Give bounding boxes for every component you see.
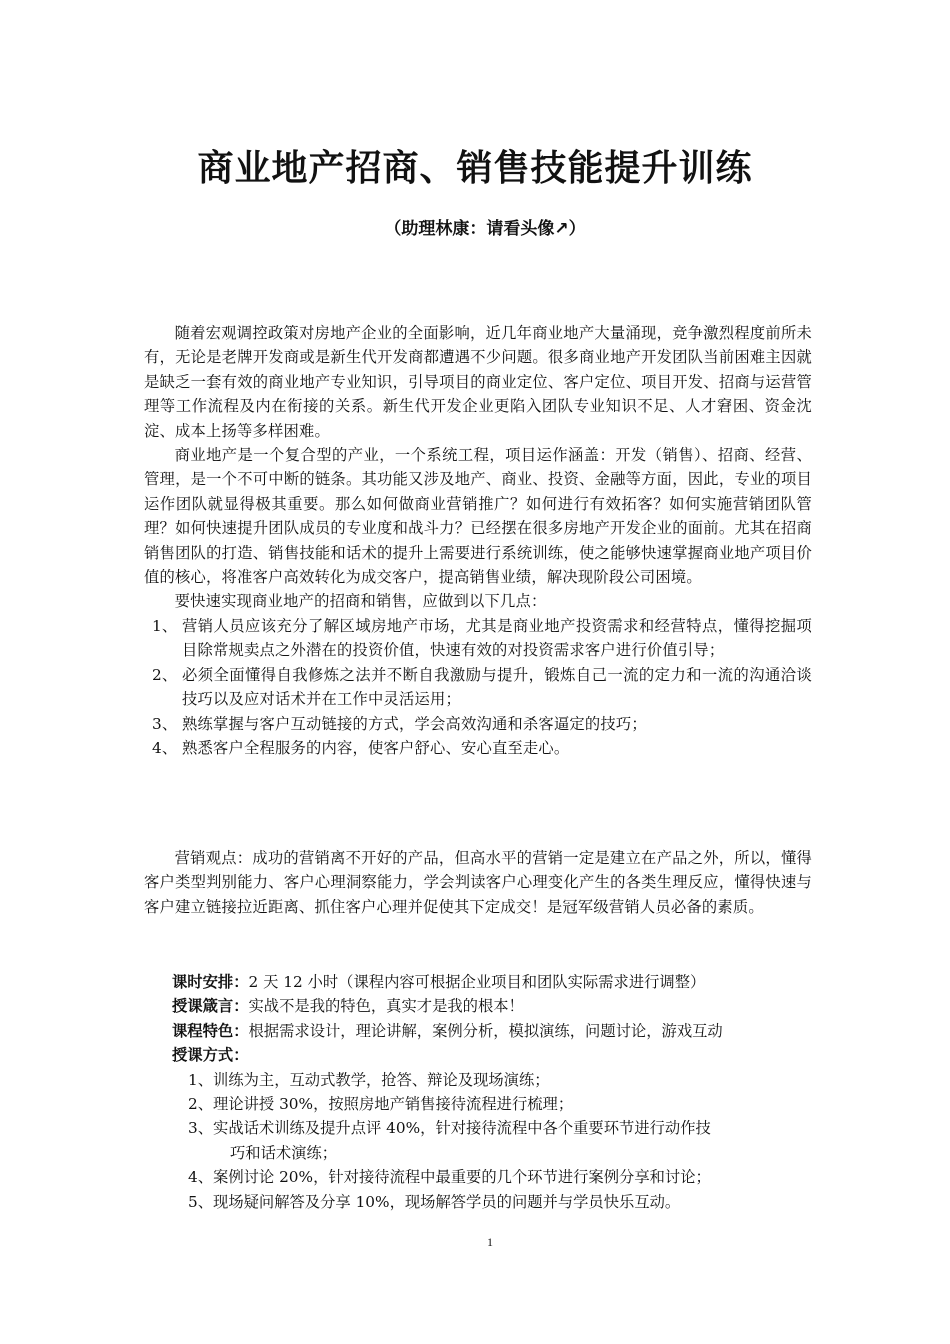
course-hours-value: 2 天 12 小时（课程内容可根据企业项目和团队实际需求进行调整）	[248, 973, 706, 991]
list-item: 4、案例讨论 20%，针对接待流程中最重要的几个环节进行案例分享和讨论；	[188, 1168, 711, 1187]
course-features-value: 根据需求设计，理论讲解，案例分析，模拟演练，问题讨论，游戏互动	[248, 1021, 723, 1040]
course-motto-row	[172, 994, 832, 1018]
list-number: 2、	[152, 665, 178, 684]
list-item	[144, 614, 812, 663]
marketing-view-block	[144, 846, 812, 919]
list-number: 4、	[152, 738, 178, 757]
list-text: 熟悉客户全程服务的内容，使客户舒心、安心直至走心。	[182, 738, 570, 757]
list-number: 3、	[152, 714, 178, 733]
course-features-row	[172, 1019, 832, 1043]
list-text: 营销人员应该充分了解区域房地产市场，尤其是商业地产投资需求和经营特点，懂得挖掘项目除常规卖点之外潜在的投资价值，快速有效的对投资需求客户进行价值引导；	[182, 616, 812, 660]
paragraph: 随着宏观调控政策对房地产企业的全面影响，近几年商业地产大量涌现，竞争激烈程度前所未有，无论是老牌开发商或是新生代开发商都遭遇不少问题。很多商业地产开发团队当前困难主因就是缺乏一套有效的商业地产专业知识，引导项目的商业定位、客户定位、项目开发、招商与运营管理等工作流程及内在衔接的关系。新生代开发企业更陷入团队专业知识不足、人才窘困、资金沈淀、成本上扬等多样困难。	[144, 324, 812, 440]
marketing-view: 营销观点：成功的营销离不开好的产品，但高水平的营销一定是建立在产品之外，所以，懂得客户类型判别能力、客户心理洞察能力，学会判读客户心理变化产生的各类生理反应，懂得快速与客户建立链接拉近距离、抓住客户心理并促使其下定成交！是冠军级营销人员必备的素质。	[144, 849, 812, 916]
list-item: 5、现场疑问解答及分享 10%，现场解答学员的问题并与学员快乐互动。	[188, 1192, 681, 1211]
page-number: 1	[487, 1235, 493, 1249]
course-methods-row	[172, 1043, 832, 1067]
list-text: 熟练掌握与客户互动链接的方式，学会高效沟通和杀客逼定的技巧；	[182, 714, 647, 733]
page-title: 商业地产招商、销售技能提升训练	[197, 148, 753, 189]
course-methods-label: 授课方式：	[172, 1046, 249, 1065]
course-hours-label: 课时安排：	[172, 973, 249, 991]
page-subtitle: （助理林康：请看头像↗）	[384, 219, 586, 239]
course-features-label: 课程特色：	[172, 1021, 249, 1040]
points-intro: 要快速实现商业地产的招商和销售，应做到以下几点：	[174, 592, 547, 611]
body-text	[144, 321, 812, 760]
list-number: 1、	[152, 616, 178, 635]
list-text: 必须全面懂得自我修炼之法并不断自我激励与提升，锻炼自己一流的定力和一流的沟通洽谈技巧以及应对话术并在工作中灵活运用；	[182, 665, 812, 709]
list-item: 1、训练为主，互动式教学，抢答、辩论及现场演练；	[188, 1070, 550, 1089]
points-list	[144, 614, 812, 760]
list-item	[144, 663, 812, 712]
course-hours-row	[172, 970, 832, 994]
list-item: 巧和话术演练；	[230, 1143, 338, 1162]
methods-list	[172, 1068, 832, 1214]
list-item	[144, 736, 812, 760]
course-motto-label: 授课箴言：	[172, 997, 249, 1016]
course-motto-value: 实战不是我的特色，真实才是我的根本！	[248, 997, 524, 1016]
course-info	[172, 970, 832, 1214]
list-item	[144, 712, 812, 736]
paragraph: 商业地产是一个复合型的产业，一个系统工程，项目运作涵盖：开发（销售）、招商、经营、管理，是一个不可中断的链条。其功能又涉及地产、商业、投资、金融等方面，因此，专业的项目运作团队就显得极其重要。那么如何做商业营销推广？如何进行有效拓客？如何实施营销团队管理？如何快速提升团队成员的专业度和战斗力？已经摆在很多房地产开发企业的面前。尤其在招商销售团队的打造、销售技能和话术的提升上需要进行系统训练，使之能够快速掌握商业地产项目价值的核心，将准客户高效转化为成交客户，提高销售业绩，解决现阶段公司困境。	[144, 446, 812, 587]
list-item: 2、理论讲授 30%，按照房地产销售接待流程进行梳理；	[188, 1095, 574, 1114]
list-item: 3、实战话术训练及提升点评 40%，针对接待流程中各个重要环节进行动作技	[188, 1119, 711, 1138]
